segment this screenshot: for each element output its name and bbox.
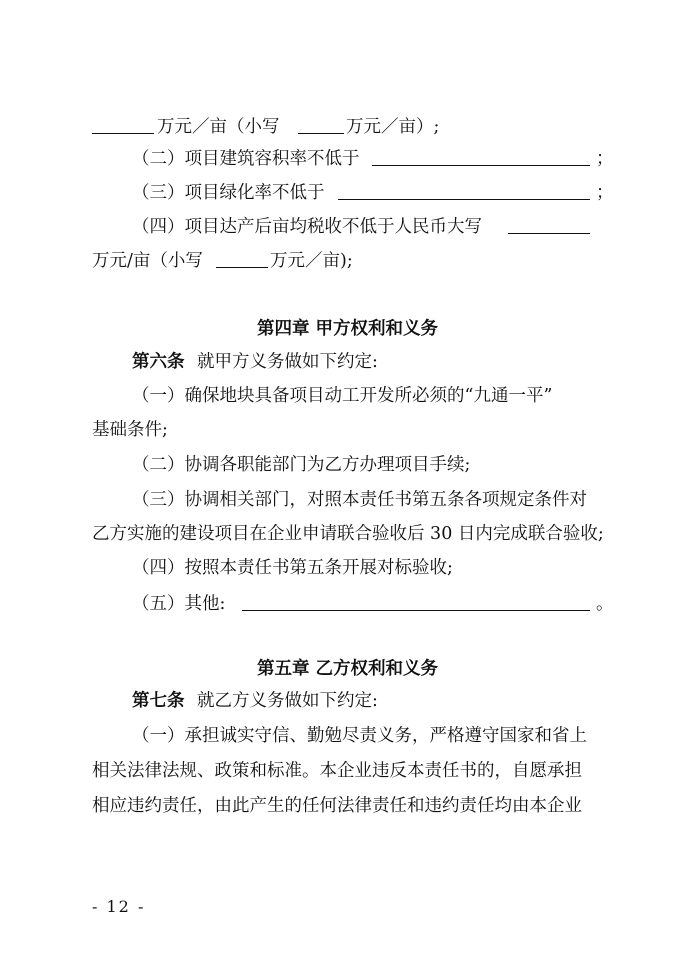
- text-line: [0, 246, 695, 276]
- text-fragment: 万元／亩);: [270, 251, 353, 271]
- text-fragment: （四）项目达产后亩均税收不低于人民币大写: [132, 217, 482, 237]
- text-fragment: 就甲方义务做如下约定:: [197, 352, 378, 372]
- blank-field: [296, 112, 346, 142]
- text-fragment: 万元／亩（小写: [157, 117, 280, 137]
- text-line: [0, 686, 695, 716]
- text-line: [0, 756, 695, 786]
- text-fragment: ；: [596, 149, 614, 169]
- text-line: [0, 112, 695, 142]
- text-fragment: 万元／亩）;: [346, 117, 440, 137]
- page-number: - 12 -: [92, 897, 146, 916]
- blank-field: [240, 589, 592, 619]
- text-line: [0, 450, 695, 480]
- blank-field: [506, 212, 592, 242]
- blank-field: [336, 178, 592, 208]
- text-fragment: （一）确保地块具备项目动工开发所必须的“九通一平”: [132, 386, 553, 406]
- text-fragment: （一）承担诚实守信、勤勉尽责义务，严格遵守国家和省上: [132, 726, 587, 746]
- blank-field: [370, 144, 592, 174]
- text-line: [0, 144, 695, 174]
- article-label: 第七条: [132, 691, 185, 711]
- chapter-title: 第四章 甲方权利和义务: [256, 319, 439, 339]
- text-line: [0, 553, 695, 583]
- text-line: [0, 415, 695, 445]
- text-line: [0, 589, 695, 619]
- text-fragment: ；: [596, 183, 614, 203]
- text-fragment: 相关法律法规、政策和标准。本企业违反本责任书的，自愿承担: [92, 761, 582, 781]
- text-fragment: （四）按照本责任书第五条开展对标验收;: [132, 558, 453, 578]
- text-fragment: 万元/亩（小写: [92, 251, 203, 271]
- text-fragment: （三）项目绿化率不低于: [132, 183, 325, 203]
- blank-field: [92, 112, 156, 142]
- text-line: [0, 791, 695, 821]
- article-label: 第六条: [132, 352, 185, 372]
- text-fragment: （三）协调相关部门，对照本责任书第五条各项规定条件对: [132, 490, 587, 510]
- text-fragment: 相应违约责任，由此产生的任何法律责任和违约责任均由本企业: [92, 796, 582, 816]
- text-fragment: 乙方实施的建设项目在企业申请联合验收后 30 日内完成联合验收;: [92, 524, 604, 544]
- text-fragment: 就乙方义务做如下约定:: [197, 691, 378, 711]
- text-fragment: 基础条件;: [92, 420, 168, 440]
- text-fragment: （五）其他:: [132, 594, 226, 614]
- text-line: [0, 178, 695, 208]
- text-fragment: （二）协调各职能部门为乙方办理项目手续;: [132, 455, 471, 475]
- chapter-title: 第五章 乙方权利和义务: [256, 659, 439, 679]
- text-line: [0, 721, 695, 751]
- text-line: [0, 485, 695, 515]
- text-fragment: 。: [596, 594, 614, 614]
- text-line: [0, 212, 695, 242]
- blank-field: [214, 246, 270, 276]
- text-line: [0, 519, 695, 549]
- text-line: [0, 381, 695, 411]
- text-line: [0, 347, 695, 377]
- text-fragment: （二）项目建筑容积率不低于: [132, 149, 360, 169]
